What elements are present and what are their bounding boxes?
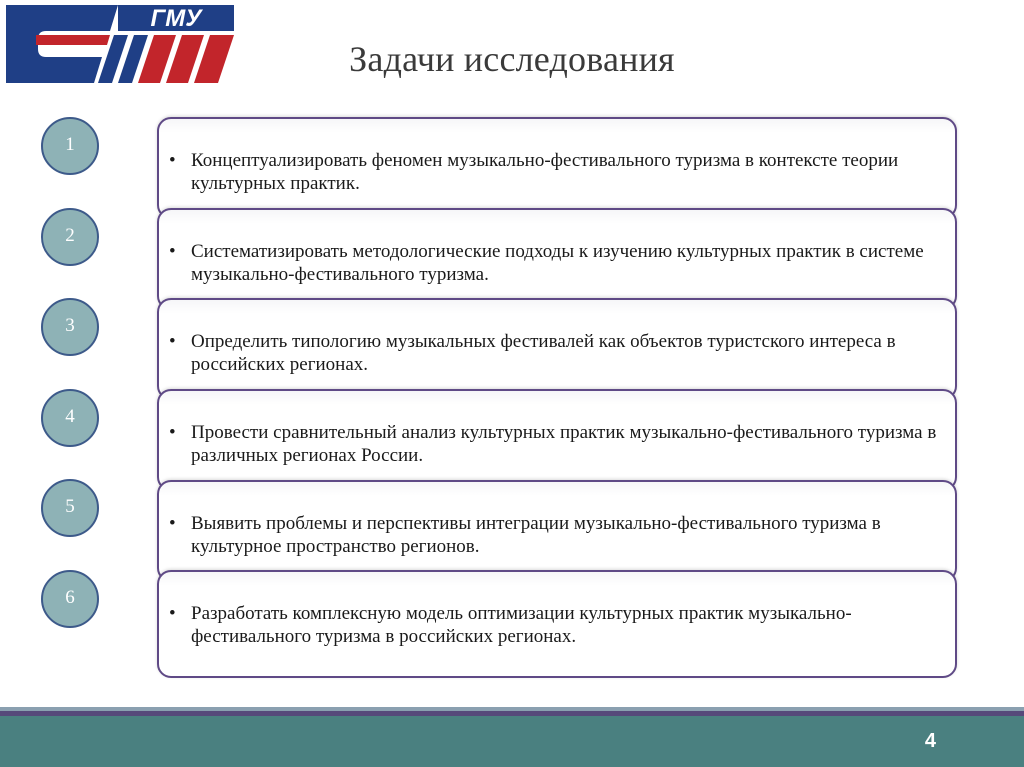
task-number-circle: 2 [41,208,99,266]
task-card [157,117,957,219]
task-text: Провести сравнительный анализ культурных практик музыкально-фестивального туризма в различных регионах России. [191,422,937,466]
logo-lettering: ГМУ [150,5,202,32]
task-item [169,602,951,648]
task-item [169,421,951,467]
slide-title: Задачи исследования [349,39,675,79]
task-item [169,330,951,376]
bullet-icon: • [169,150,176,171]
task-text: Определить типологию музыкальных фестивалей как объектов туристского интереса в российских регионах. [191,331,896,375]
task-number-circle: 6 [41,570,99,628]
task-card [157,298,957,400]
task-card [157,208,957,310]
task-item [169,240,951,286]
task-number-circle: 3 [41,298,99,356]
task-text: Концептуализировать феномен музыкально-фестивального туризма в контексте теории культурных практик. [191,150,899,194]
task-item [169,149,951,195]
task-number-circle: 1 [41,117,99,175]
page-number: 4 [924,730,936,752]
task-text: Разработать комплексную модель оптимизации культурных практик музыкально-фестивального туризма в российских регионах. [191,603,852,647]
task-item [169,512,951,558]
bullet-icon: • [169,513,176,534]
bullet-icon: • [169,603,176,624]
bullet-icon: • [169,241,176,262]
task-text: Систематизировать методологические подходы к изучению культурных практик в системе музыкально-фестивального туризма. [191,241,924,285]
task-card [157,389,957,491]
bullet-icon: • [169,331,176,352]
bullet-icon: • [169,422,176,443]
task-number-circle: 5 [41,479,99,537]
task-card [157,480,957,582]
slide-footer [0,716,1024,767]
task-text: Выявить проблемы и перспективы интеграции музыкально-фестивального туризма в культурное пространство регионов. [191,513,881,557]
task-number-circle: 4 [41,389,99,447]
task-card [157,570,957,678]
